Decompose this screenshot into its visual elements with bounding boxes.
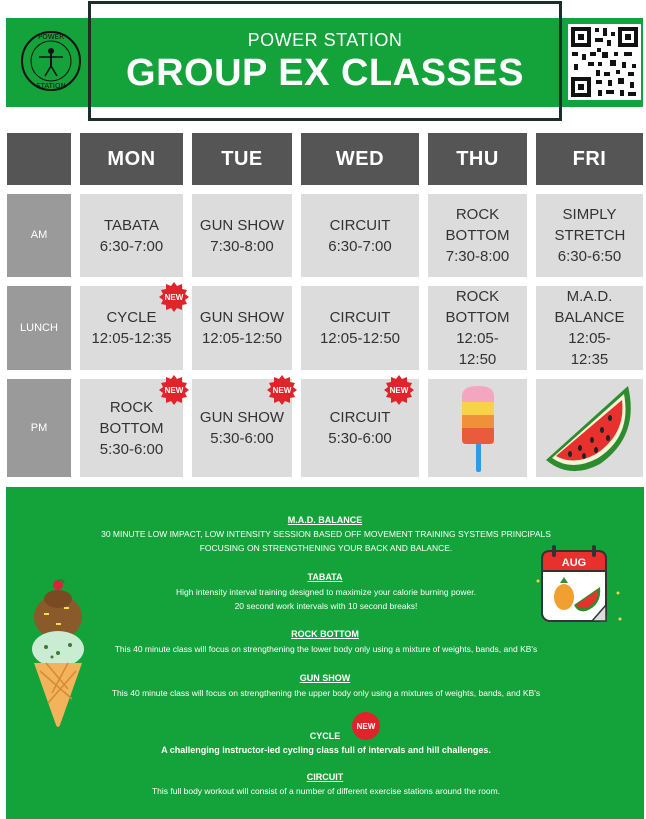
class-name: ROCK BOTTOM: [445, 206, 510, 244]
class-cell: [301, 286, 419, 370]
class-time: 12:05-12:50: [201, 330, 283, 347]
title-box: [88, 1, 562, 121]
class-time: 5:30-6:00: [210, 430, 274, 447]
watermelon-icon: [540, 380, 640, 476]
class-name: CIRCUIT: [329, 409, 391, 426]
slot-header-lunch: LUNCH: [7, 286, 71, 370]
calendar-month: AUG: [561, 557, 587, 569]
class-time: 6:30-6:50: [557, 248, 622, 265]
class-time: 12:05-12:50: [456, 330, 499, 368]
class-cell: [536, 286, 643, 370]
class-time: 6:30-7:00: [99, 237, 164, 255]
svg-text:POWER: POWER: [38, 33, 64, 41]
new-badge: NEW: [351, 711, 381, 741]
day-header-mon: MON: [80, 133, 183, 185]
class-cell: [536, 194, 643, 277]
class-time: 7:30-8:00: [210, 237, 274, 255]
class-cell: [301, 194, 419, 277]
class-name: GUN SHOW: [199, 216, 285, 234]
popsicle-cell: [428, 379, 527, 477]
cycle-title: CYCLE: [309, 731, 341, 741]
calendar-icon: [534, 543, 626, 627]
class-time: 12:05-12:35: [91, 330, 172, 347]
class-descriptions: [6, 487, 644, 819]
class-cell: [428, 286, 527, 370]
rock-bottom-title: ROCK BOTTOM: [291, 629, 359, 639]
mad-balance-title: M.A.D. BALANCE: [287, 515, 363, 525]
gun-show-text: This 40 minute class will focus on strengthening the upper body only using a mixtures of weights, bands, and KB's: [111, 688, 541, 698]
class-time: 7:30-8:00: [445, 248, 510, 265]
new-badge: NEW: [384, 375, 414, 405]
class-time: 5:30-6:00: [99, 440, 164, 458]
class-name: CIRCUIT: [329, 216, 391, 234]
class-time: 5:30-6:00: [328, 430, 392, 447]
class-name: TABATA: [103, 216, 159, 234]
new-badge: NEW: [159, 282, 189, 312]
class-name: CYCLE: [106, 309, 157, 326]
class-time: 6:30-7:00: [328, 237, 392, 255]
page-title: GROUP EX CLASSES: [126, 52, 524, 94]
class-name: CIRCUIT: [329, 309, 391, 326]
tabata-text: High intensity interval training designed to maximize your calorie burning power. 20 second work intervals with 10 second breaks!: [175, 587, 476, 611]
slot-header-pm: PM: [7, 379, 71, 477]
slot-header-am: AM: [7, 194, 71, 277]
new-badge: NEW: [159, 375, 189, 405]
class-cell: [192, 286, 292, 370]
watermelon-cell: [536, 379, 643, 477]
day-header-fri: FRI: [536, 133, 643, 185]
class-name: GUN SHOW: [199, 309, 285, 326]
tabata-title: TABATA: [307, 572, 343, 582]
class-time: 12:05-12:35: [568, 330, 611, 368]
circuit-title: CIRCUIT: [306, 772, 344, 782]
class-time: 12:05-12:50: [319, 330, 401, 347]
day-header-thu: THU: [428, 133, 527, 185]
cycle-text: A challenging instructor-led cycling class full of intervals and hill challenges.: [161, 745, 491, 755]
day-header-wed: WED: [301, 133, 419, 185]
gun-show-title: GUN SHOW: [299, 673, 351, 683]
popsicle-icon: [456, 382, 500, 474]
mad-balance-text: 30 MINUTE LOW IMPACT, LOW INTENSITY SESSION BASED OFF MOVEMENT TRAINING SYSTEMS PRINCIPALS FOCUSING ON STRENGTHENING YOUR BACK AND BALANCE.: [101, 529, 551, 553]
grid-corner: [7, 133, 71, 185]
ice-cream-icon: [28, 579, 88, 729]
day-header-tue: TUE: [192, 133, 292, 185]
class-cell: [80, 194, 183, 277]
class-name: ROCK BOTTOM: [99, 398, 164, 437]
circuit-text: This full body workout will consist of a number of different exercise stations around the room.: [151, 786, 501, 796]
power-station-logo: [20, 30, 82, 92]
qr-code-icon[interactable]: [568, 24, 641, 100]
class-name: GUN SHOW: [199, 409, 285, 426]
svg-text:STATION: STATION: [36, 82, 66, 90]
title-small: POWER STATION: [247, 30, 403, 50]
class-cell: [192, 194, 292, 277]
class-name: ROCK BOTTOM: [445, 288, 510, 326]
rock-bottom-text: This 40 minute class will focus on strengthening the lower body only using a mixture of weights, bands, and KB's: [114, 644, 538, 654]
class-cell: [428, 194, 527, 277]
class-name: M.A.D. BALANCE: [554, 288, 625, 326]
new-badge: NEW: [267, 375, 297, 405]
class-name: SIMPLY STRETCH: [554, 206, 626, 244]
